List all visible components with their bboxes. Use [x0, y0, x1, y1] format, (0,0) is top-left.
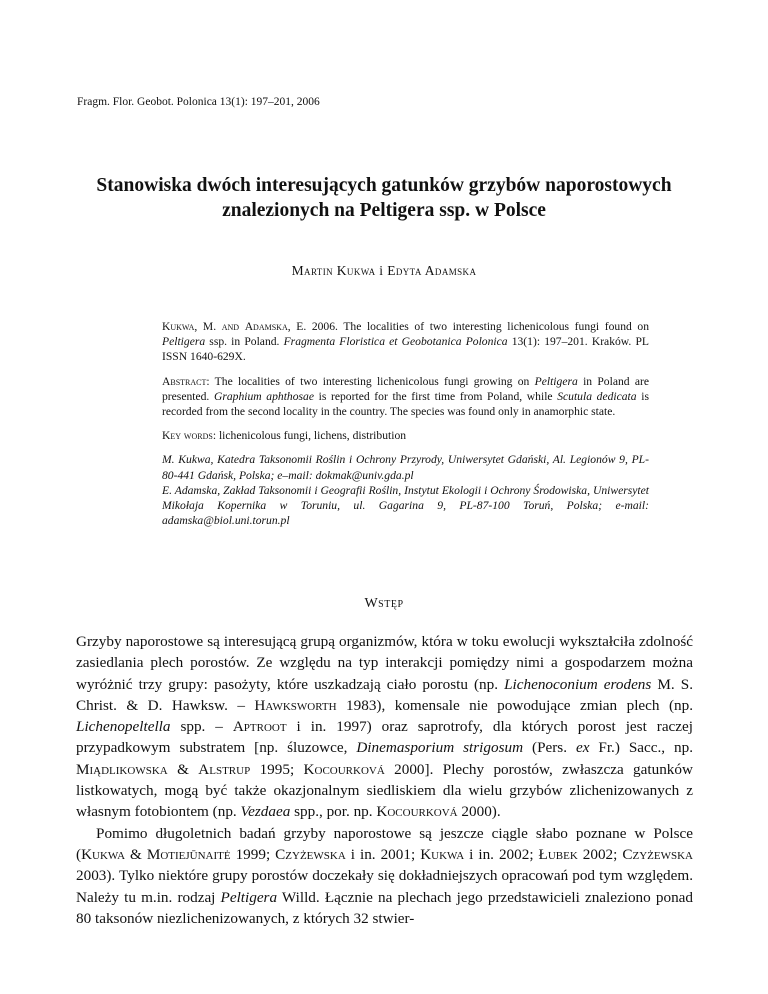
- journal-reference: Fragm. Flor. Geobot. Polonica 13(1): 197–201, 2006: [77, 96, 320, 108]
- cited-author: Miądlikowska: [76, 760, 168, 778]
- section-heading: Wstęp: [364, 596, 404, 611]
- body-text-run: Willd. Łącznie na plechach jego przedstawicieli znaleziono ponad 80 taksonów niezlichenizowanych, z których 32 stwier-: [76, 888, 693, 927]
- keywords-label: Key words: [162, 429, 213, 443]
- cited-author: Kocourková: [303, 760, 385, 778]
- citation-journal: Fragmenta Floristica et Geobotanica Polonica: [283, 335, 508, 349]
- affiliation-1: M. Kukwa, Katedra Taksonomii Roślin i Ochrony Przyrody, Uniwersytet Gdański, Al. Legionów 9, PL-80-441 Gdańsk, Polska; e–mail: dokmak@univ.gda.pl: [162, 453, 649, 482]
- abstract-species: Scutula dedicata: [557, 389, 637, 403]
- body-text-run: 1999;: [230, 845, 276, 863]
- abstract-text: is recorded from the second locality in the country. The species was found only in anamorphic state.: [162, 389, 649, 419]
- article-title: [60, 173, 708, 223]
- body-text-run: (Pers.: [523, 739, 576, 757]
- genus-name: Peltigera: [220, 888, 278, 906]
- body-paragraph-2: [76, 823, 693, 929]
- author-2: Edyta Adamska: [387, 263, 477, 278]
- citation-author-2: Adamska: [244, 320, 288, 333]
- body-text-run: &: [125, 845, 147, 863]
- body-text-run: Pomimo długoletnich badań grzyby naporostowe są jeszcze ciągle słabo poznane w Polsce (: [76, 824, 693, 863]
- cited-author: Alstrup: [198, 760, 251, 778]
- cited-author: Czyżewska: [622, 845, 693, 863]
- body-text-run: Grzyby naporostowe są interesującą grupą organizmów, która w toku ewolucji wykształciła zdolność zasiedlania plech porostów. Ze względu na typ interakcji pomiędzy nimi a gospodarzem można wyróżnić trzy grupy: pasożyty, które uszkadzają ciało porostu (np.: [76, 633, 693, 693]
- latin-term: ex: [575, 739, 590, 757]
- abstract-species: Graphium aphthosae: [213, 389, 314, 403]
- author-list: [60, 263, 708, 279]
- citation-paragraph: [162, 319, 649, 365]
- title-line-2: znalezionych na Peltigera ssp. w Polsce: [222, 200, 546, 221]
- affiliation-2: E. Adamska, Zakład Taksonomii i Geografii Roślin, Instytut Ekologii i Ochrony Środowiska, Uniwersytet Mikołaja Kopernika w Toruniu, ul. Gagarina 9, PL-87-100 Toruń, Polska; e-mail: adamska@biol.uni.torun.pl: [162, 483, 649, 528]
- body-text-run: i in. 1997) oraz saprotrofy, dla których porost jest raczej przypadkowym substratem [np. śluzowce,: [76, 718, 693, 757]
- body-text-run: 2000).: [457, 803, 501, 821]
- cited-author: Hawksworth: [254, 696, 337, 714]
- body-text-run: i in. 2001;: [345, 845, 421, 863]
- abstract-text: : The localities of two interesting lichenicolous fungi growing on: [206, 374, 535, 388]
- author-1: Martin Kukwa: [291, 263, 376, 278]
- keywords-paragraph: [162, 428, 649, 443]
- abstract-block: [162, 319, 649, 537]
- citation-author-1: Kukwa: [162, 320, 195, 333]
- cited-author: Kukwa: [420, 845, 465, 863]
- body-text-run: 1983), komensale nie powodujące zmian plech (np.: [336, 696, 694, 714]
- abstract-label: Abstract: [162, 374, 207, 388]
- body-paragraph-1: [76, 631, 693, 823]
- body-text-run: spp., por. np.: [290, 803, 377, 821]
- species-name: Lichenoconium erodens: [504, 675, 652, 693]
- body-text-run: Fr.) Sacc., np.: [589, 739, 693, 757]
- body-text-run: 2002;: [577, 845, 623, 863]
- body-text-run: &: [167, 760, 199, 778]
- cited-author: Kukwa: [81, 845, 126, 863]
- abstract-paragraph: [162, 374, 649, 420]
- cited-author: Łubek: [538, 845, 578, 863]
- body-text: [76, 631, 693, 929]
- keywords-text: : lichenicolous fungi, lichens, distribution: [212, 429, 407, 443]
- cited-author: Kocourková: [376, 803, 458, 821]
- citation-and: and: [221, 320, 240, 333]
- citation-initial-1: , M.: [194, 320, 222, 333]
- species-name: Dinemasporium strigosum: [356, 739, 524, 757]
- citation-text: , E. 2006. The localities of two interesting lichenicolous fungi found on: [287, 320, 650, 333]
- body-text-run: 2003). Tylko niektóre grupy porostów doczekały się dokładniejszych opracowań pod tym względem. Należy tu m.in. rodzaj: [76, 867, 693, 906]
- abstract-text: in Poland are presented.: [162, 374, 650, 403]
- cited-author: Aptroot: [232, 718, 287, 736]
- body-text-run: spp. –: [170, 718, 233, 736]
- species-name: Lichenopeltella: [76, 718, 171, 736]
- body-text-run: 1995;: [250, 760, 304, 778]
- citation-genus: Peltigera: [162, 335, 206, 349]
- species-name: Vezdaea: [240, 803, 291, 821]
- title-line-1: Stanowiska dwóch interesujących gatunków grzybów naporostowych: [96, 175, 672, 196]
- body-text-run: M. S. Christ. & D. Hawksw. –: [76, 675, 694, 714]
- cited-author: Motiejūnaitė: [146, 845, 231, 863]
- cited-author: Czyżewska: [275, 845, 346, 863]
- abstract-genus: Peltigera: [534, 374, 578, 388]
- body-text-run: i in. 2002;: [464, 845, 539, 863]
- author-separator: i: [375, 263, 388, 278]
- citation-text: ssp. in Poland.: [205, 335, 284, 349]
- citation-text: 13(1): 197–201. Kraków. PL ISSN 1640-629X.: [162, 335, 649, 364]
- abstract-text: is reported for the first time from Poland, while: [313, 389, 558, 403]
- body-text-run: 2000]. Plechy porostów, zwłaszcza gatunków listkowatych, mogą być także okazjonalnym siedliskiem dla wielu grzybów zlichenizowanych z własnym fotobiontem (np.: [76, 760, 693, 821]
